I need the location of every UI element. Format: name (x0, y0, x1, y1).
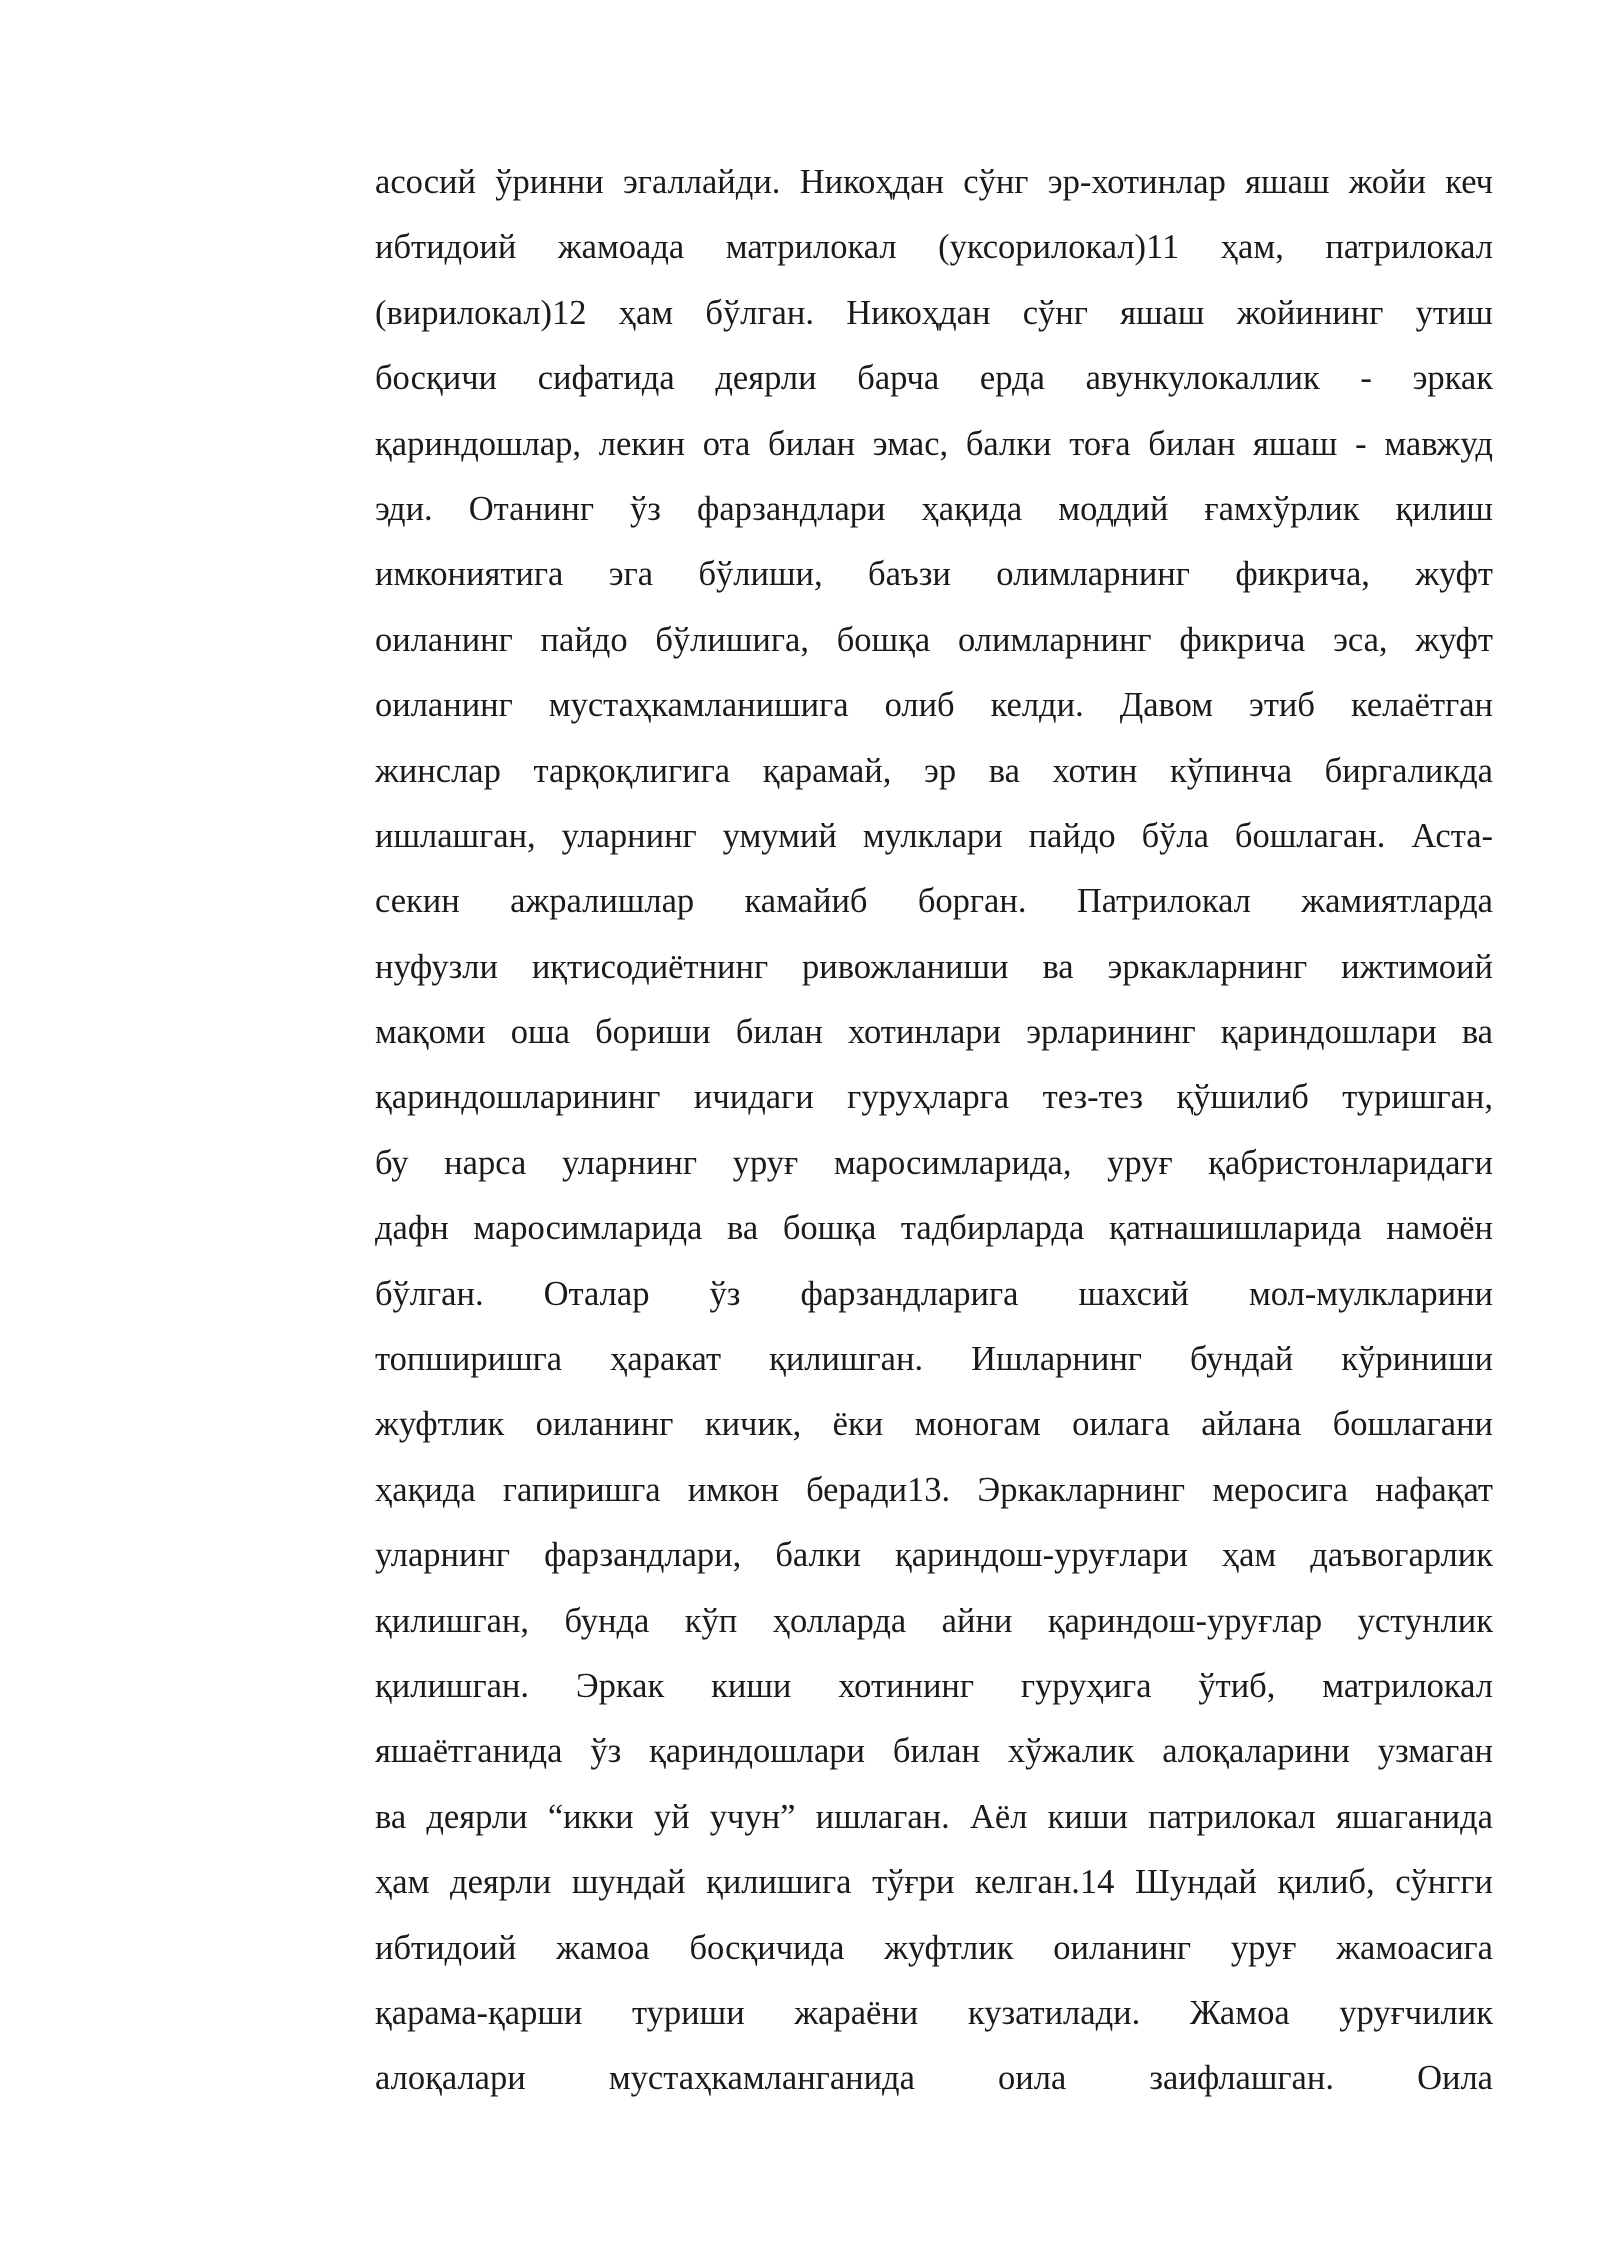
text-line: (вирилокал)12 ҳам бўлган. Никоҳдан сўнг яшаш жойининг утиш (375, 293, 1493, 332)
text-line: қилишган. Эркак киши хотининг гуруҳига ўтиб, матрилокал (375, 1666, 1493, 1705)
text-line: эди. Отанинг ўз фарзандлари ҳақида моддий ғамхўрлик қилиш (375, 489, 1493, 528)
text-line: оиланинг пайдо бўлишига, бошқа олимларнинг фикрича эса, жуфт (375, 620, 1493, 659)
text-line: уларнинг фарзандлари, балки қариндош-уруғлари ҳам даъвогарлик (375, 1536, 1493, 1575)
text-line: қилишган, бунда кўп ҳолларда айни қариндош-уруғлар устунлик (375, 1601, 1493, 1640)
text-line: ишлашган, уларнинг умумий мулклари пайдо бўла бошлаган. Аста- (375, 816, 1493, 855)
text-line: имкониятига эга бўлиши, баъзи олимларнинг фикрича, жуфт (375, 555, 1493, 594)
text-line: жуфтлик оиланинг кичик, ёки моногам оилага айлана бошлагани (375, 1405, 1493, 1444)
text-line: асосий ўринни эгаллайди. Никоҳдан сўнг эр-хотинлар яшаш жойи кеч (375, 163, 1493, 201)
text-line: мақоми оша бориши билан хотинлари эрларининг қариндошлари ва (375, 1013, 1493, 1052)
text-line: ва деярли “икки уй учун” ишлаган. Аёл киши патрилокал яшаганида (375, 1797, 1493, 1836)
text-line: нуфузли иқтисодиётнинг ривожланиши ва эркакларнинг ижтимоий (375, 947, 1493, 986)
text-line: оиланинг мустаҳкамланишига олиб келди. Давом этиб келаётган (375, 686, 1493, 725)
text-line: бўлган. Оталар ўз фарзандларига шахсий мол-мулкларини (375, 1274, 1493, 1313)
text-line: бу нарса уларнинг уруғ маросимларида, уруғ қабристонларидаги (375, 1143, 1493, 1182)
text-line: алоқалари мустаҳкамланганида оила заифлашган. Оила (375, 2059, 1493, 2098)
text-line: қариндошлар, лекин ота билан эмас, балки тоға билан яшаш - мавжуд (375, 424, 1493, 463)
text-line: ибтидоий жамоа босқичида жуфтлик оиланинг уруғ жамоасига (375, 1928, 1493, 1967)
body-text (375, 150, 1493, 2112)
text-line: топширишга ҳаракат қилишган. Ишларнинг бундай кўриниши (375, 1340, 1493, 1379)
text-line: босқичи сифатида деярли барча ерда авункулокаллик - эркак (375, 359, 1493, 398)
text-line: ҳам деярли шундай қилишига тўғри келган.14 Шундай қилиб, сўнгги (375, 1863, 1493, 1902)
text-line: қарама-қарши туриши жараёни кузатилади. Жамоа уруғчилик (375, 1993, 1493, 2032)
text-line: қариндошларининг ичидаги гуруҳларга тез-тез қўшилиб туришган, (375, 1078, 1493, 1117)
text-line: секин ажралишлар камайиб борган. Патрилокал жамиятларда (375, 882, 1493, 921)
text-line: дафн маросимларида ва бошқа тадбирларда қатнашишларида намоён (375, 1209, 1493, 1248)
text-line: ибтидоий жамоада матрилокал (уксорилокал)11 ҳам, патрилокал (375, 228, 1493, 267)
text-line: ҳақида гапиришга имкон беради13. Эркакларнинг меросига нафақат (375, 1470, 1493, 1509)
text-line: яшаётганида ўз қариндошлари билан хўжалик алоқаларини узмаган (375, 1732, 1493, 1771)
text-line: жинслар тарқоқлигига қарамай, эр ва хотин кўпинча биргаликда (375, 751, 1493, 790)
